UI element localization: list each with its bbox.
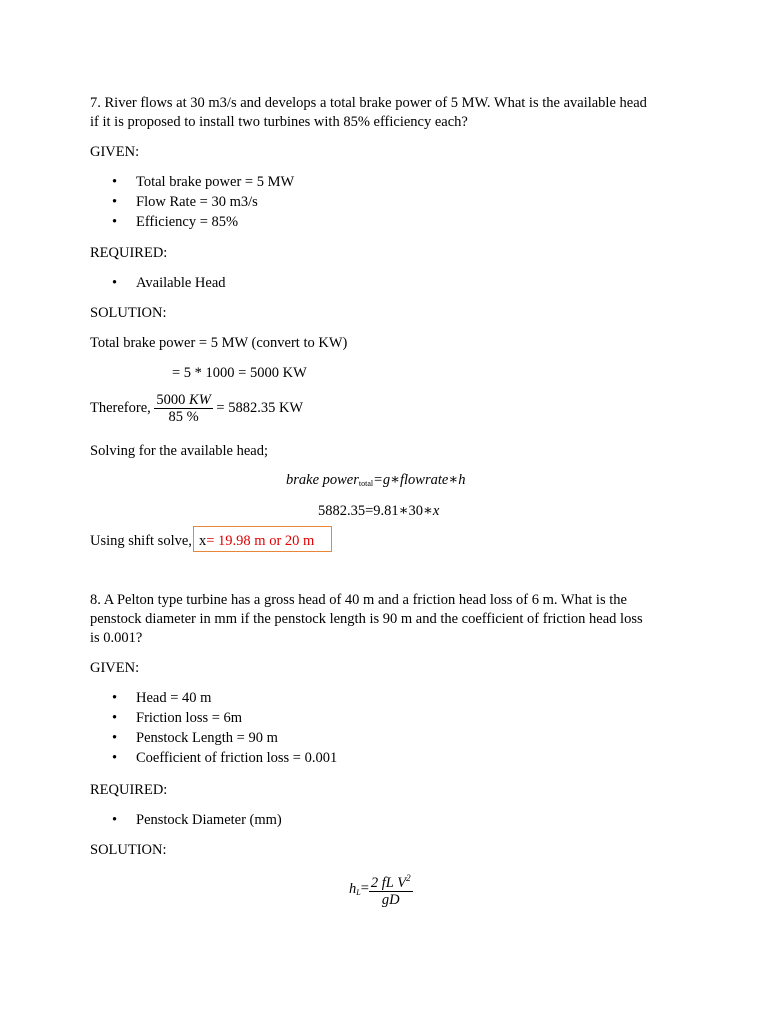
list-item: • Friction loss = 6m <box>112 710 243 726</box>
problem7-statement-line2: if it is proposed to install two turbines with 85% efficiency each? <box>90 114 468 130</box>
bullet-icon: • <box>112 214 118 230</box>
list-item: • Flow Rate = 30 m3/s <box>112 194 258 210</box>
bullet-icon: • <box>112 275 118 291</box>
problem7-required-label: REQUIRED: <box>90 245 168 261</box>
problem7-given-list <box>112 172 295 232</box>
problem7-solution-label: SOLUTION: <box>90 305 167 321</box>
problem7-solving-line: Solving for the available head; <box>90 443 268 459</box>
bullet-icon: • <box>112 174 118 190</box>
list-item: • Total brake power = 5 MW <box>112 174 295 190</box>
list-item: • Efficiency = 85% <box>112 214 239 230</box>
problem7-given-label: GIVEN: <box>90 144 140 160</box>
problem7-answer: x= 19.98 m or 20 m <box>199 533 315 549</box>
bullet-icon: • <box>112 710 118 726</box>
list-item: • Available Head <box>112 275 226 291</box>
problem8-statement-line1: 8. A Pelton type turbine has a gross head of 40 m and a friction head loss of 6 m. What is the <box>90 592 627 608</box>
problem7-solution-line1: Total brake power = 5 MW (convert to KW) <box>90 335 348 351</box>
problem8-given-label: GIVEN: <box>90 660 140 676</box>
problem8-statement-line3: is 0.001? <box>90 630 143 646</box>
problem7-solution-line2: = 5 * 1000 = 5000 KW <box>172 365 307 381</box>
problem8-required-list <box>112 810 282 830</box>
list-item: • Head = 40 m <box>112 690 212 706</box>
list-item: • Penstock Length = 90 m <box>112 730 278 746</box>
problem7-statement-line1: 7. River flows at 30 m3/s and develops a total brake power of 5 MW. What is the available head <box>90 95 647 111</box>
problem7-equation: 5882.35=9.81∗30∗x <box>318 503 440 519</box>
bullet-icon: • <box>112 812 118 828</box>
list-item: • Penstock Diameter (mm) <box>112 812 282 828</box>
problem7-required-list <box>112 273 226 293</box>
bullet-icon: • <box>112 730 118 746</box>
problem7-shift-solve-label: Using shift solve, <box>90 533 192 549</box>
problem8-required-label: REQUIRED: <box>90 782 168 798</box>
bullet-icon: • <box>112 690 118 706</box>
power-fraction: $\frac{5000 KW}{85 \%}$ <box>156 392 211 425</box>
bullet-icon: • <box>112 750 118 766</box>
problem8-given-list <box>112 688 338 768</box>
problem7-therefore-row <box>90 392 303 425</box>
head-loss-fraction: $\frac{2 fL V^2}{gD}$ <box>369 870 413 908</box>
problem8-solution-label: SOLUTION: <box>90 842 167 858</box>
problem8-statement-line2: penstock diameter in mm if the penstock length is 90 m and the coefficient of friction head loss <box>90 611 643 627</box>
fraction-result: = 5882.35 KW <box>216 400 304 417</box>
problem7-formula: brake power$_{total}$=g∗flowrate∗h <box>286 472 466 488</box>
therefore-label: Therefore, <box>90 400 151 417</box>
bullet-icon: • <box>112 194 118 210</box>
problem8-formula: $h_L=$ $\frac{2 fL V^2}{gD}$ <box>349 870 413 908</box>
list-item: • Coefficient of friction loss = 0.001 <box>112 750 338 766</box>
